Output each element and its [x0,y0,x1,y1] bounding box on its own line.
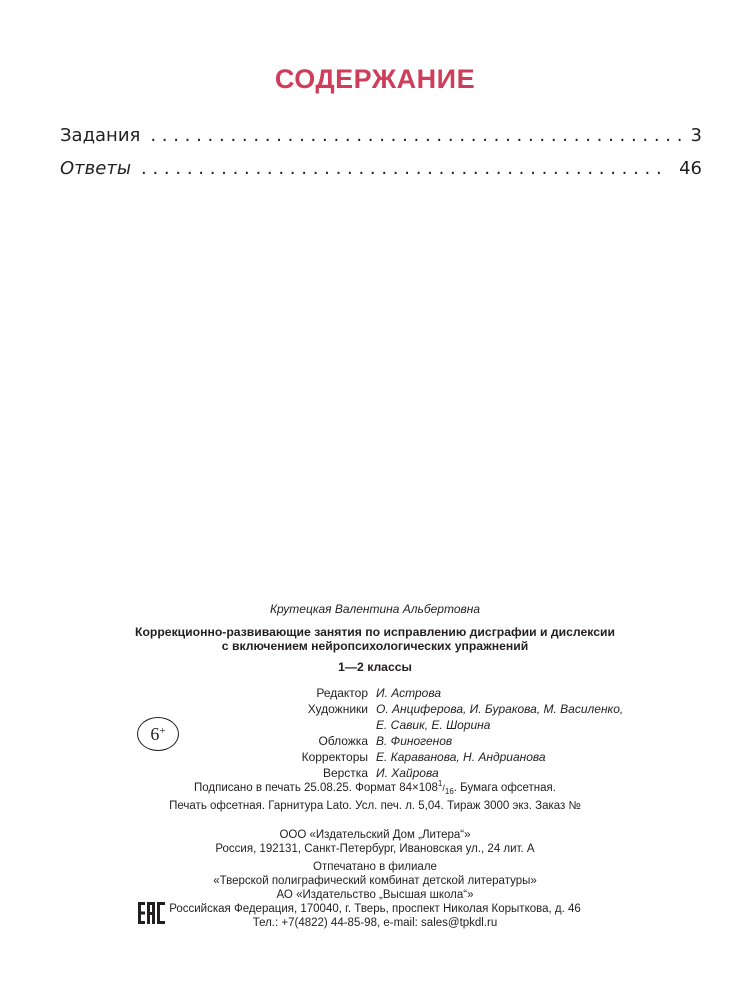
printer-info [0,860,750,930]
credit-row [200,685,660,701]
credit-row [200,749,660,765]
credit-row [200,701,660,717]
toc-leader-dots [150,125,680,146]
publisher-name: ООО «Издательский Дом „Литера“» [279,829,471,841]
credits-list [200,685,660,781]
age-rating-number: 6 [150,723,160,744]
toc-entry-label: Ответы [60,158,132,179]
age-rating-badge [137,717,179,751]
print-paper-text: . Бумага офсетная. [453,781,556,794]
toc-leader-dots [141,158,669,179]
author-name: Крутецкая Валентина Альбертовна [269,602,481,616]
credit-role: Верстка [322,766,368,780]
credit-names: В. Финогенов [376,734,453,748]
credit-names: Е. Савик, Е. Шорина [376,718,491,732]
book-title-line: с включением нейропсихологических упражнений [221,639,529,653]
format-fraction-denominator: 16 [444,787,454,797]
toc-entry-page: 46 [679,158,702,179]
printer-line: АО «Издательство „Высшая школа“» [276,889,474,901]
credit-role: Художники [307,702,368,716]
credit-role [200,717,376,733]
printer-line: Отпечатано в филиале [313,861,437,873]
credit-role: Обложка [318,734,368,748]
printer-line: Российская Федерация, 170040, г. Тверь, проспект Николая Корыткова, д. 46 [169,903,581,915]
print-info-line: Подписано в печать 25.08.25. Формат $84\times 108^1/_{16}$. Бумага офсетная. [194,779,556,797]
credit-names: И. Хайрова [376,766,439,780]
toc-entry-answers[interactable] [60,158,702,179]
publisher-address: Россия, 192131, Санкт-Петербург, Ивановская ул., 24 лит. А [215,843,535,855]
credit-row [200,733,660,749]
credit-row [200,717,660,733]
print-format-text: Подписано в печать 25.08.25. Формат 84×108 [194,781,438,794]
credit-names: И. Астрова [376,686,442,700]
printer-line: «Тверской полиграфический комбинат детской литературы» [213,875,537,887]
toc-entry-page: 3 [690,125,702,146]
book-title-line: Коррекционно-развивающие занятия по исправлению дисграфии и дислексии [135,625,615,639]
toc-entry-label: Задания [60,125,141,146]
age-rating-plus: + [159,725,166,737]
credit-names: Е. Караванова, Н. Андрианова [376,750,546,764]
print-info [0,777,750,813]
printer-line: Тел.: +7(4822) 44-85-98, e-mail: sales@tpkdl.ru [252,917,498,929]
print-info-line: Печать офсетная. Гарнитура Lato. Усл. печ. л. 5,04. Тираж 3000 экз. Заказ № [169,800,581,813]
credit-names: О. Анциферова, И. Буракова, М. Василенко, [376,702,624,716]
grades: 1—2 классы [338,660,412,674]
credit-role: Корректоры [301,750,368,764]
publisher-info [0,828,750,856]
toc-title: СОДЕРЖАНИЕ [274,64,476,94]
eac-certification-icon [137,901,167,925]
toc-entry-tasks[interactable] [60,125,702,146]
credit-role: Редактор [316,686,368,700]
book-title [0,625,750,653]
format-fraction-numerator: 1 [437,779,443,788]
